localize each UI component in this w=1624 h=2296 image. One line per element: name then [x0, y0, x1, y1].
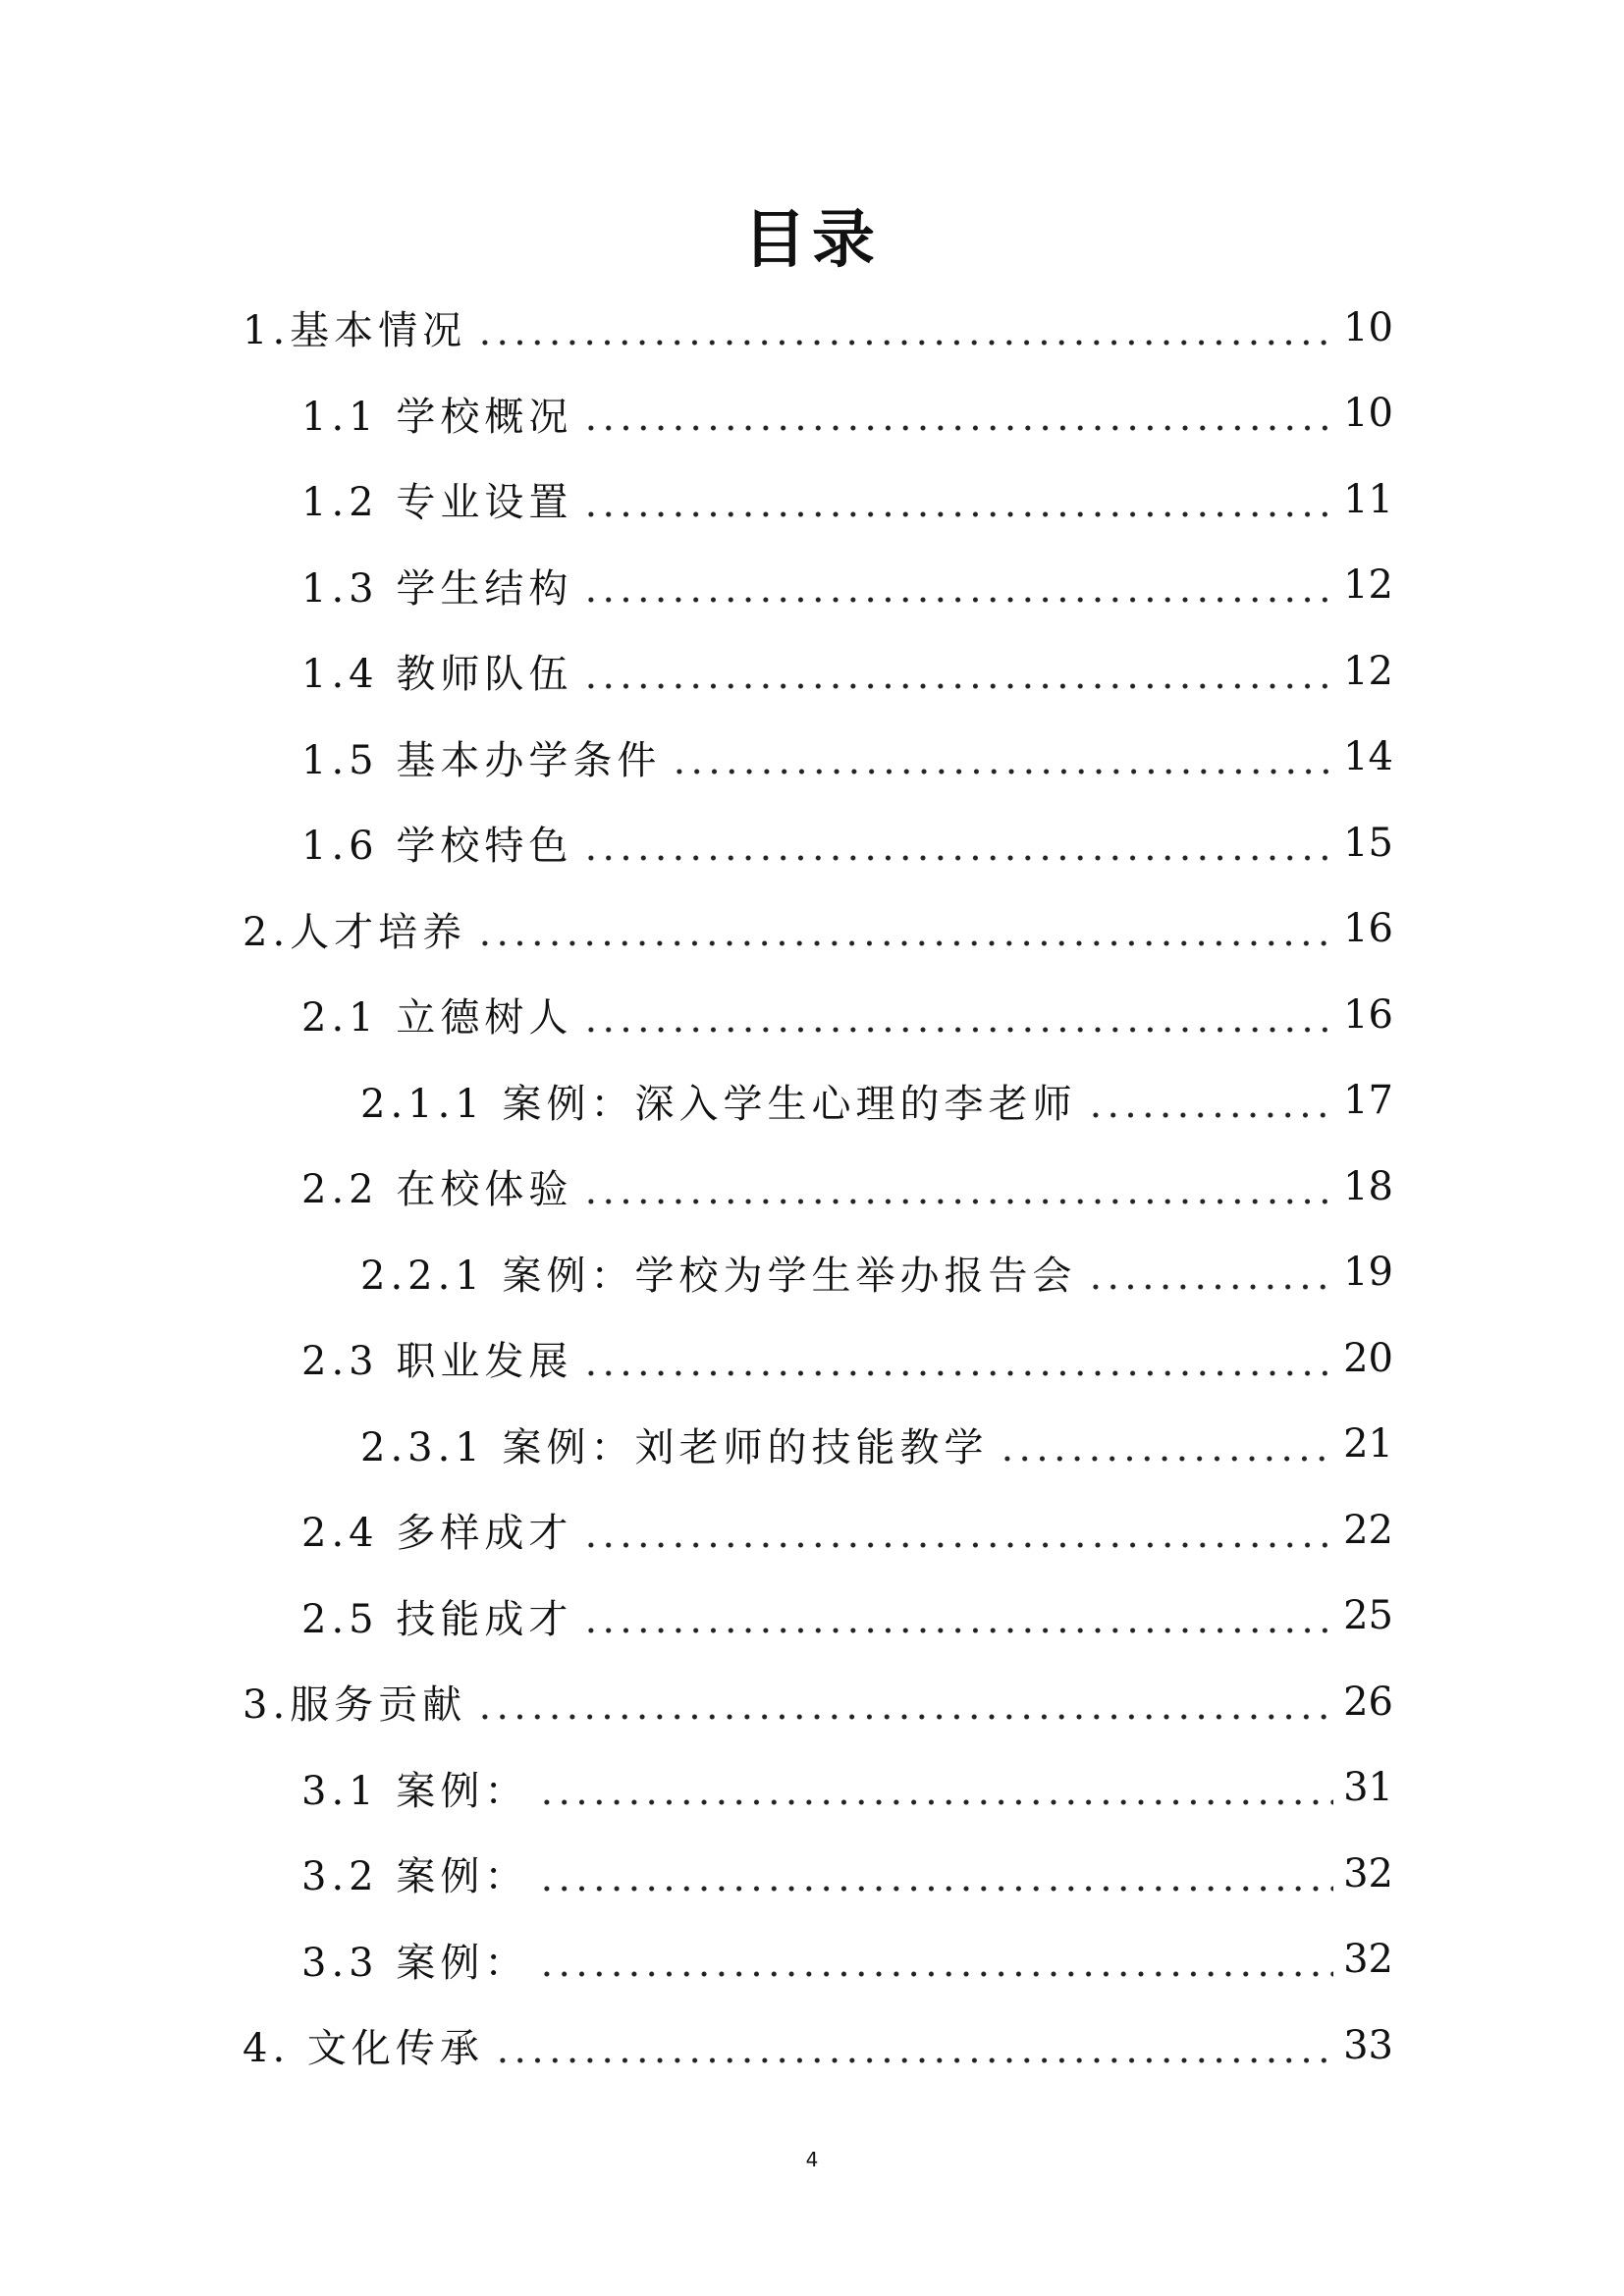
toc-dot-leader: [582, 565, 1333, 605]
toc-entry-text: 1.5 基本办学条件: [301, 737, 662, 783]
toc-entry-text: 2.2.1 案例：学校为学生举办报告会: [360, 1253, 1077, 1299]
toc-dot-leader: [582, 995, 1333, 1035]
toc-dot-leader: [1087, 1253, 1334, 1292]
toc-entry-text: 4. 文化传承: [243, 2026, 484, 2072]
toc-entry-page: 31: [1343, 1765, 1393, 1811]
toc-dot-leader: [582, 1596, 1333, 1635]
toc-entry-text: 1.3 学生结构: [301, 565, 573, 612]
toc-list: [243, 285, 1393, 2089]
toc-dot-leader: [476, 1682, 1333, 1722]
toc-entry[interactable]: [243, 886, 1393, 973]
toc-entry-page: 22: [1343, 1507, 1393, 1553]
toc-entry[interactable]: [243, 800, 1393, 886]
toc-entry-text: 3.3 案例：: [301, 1940, 529, 1986]
toc-entry[interactable]: [243, 715, 1393, 801]
toc-entry-text: 2.5 技能成才: [301, 1596, 573, 1642]
toc-entry[interactable]: [243, 1230, 1393, 1316]
toc-entry[interactable]: [243, 1315, 1393, 1402]
toc-entry[interactable]: [243, 1574, 1393, 1660]
toc-entry-page: 33: [1343, 2022, 1393, 2068]
toc-entry-text: 1.1 学校概况: [301, 394, 573, 440]
toc-entry-page: 25: [1343, 1593, 1393, 1639]
toc-entry-page: 18: [1343, 1163, 1393, 1209]
toc-entry[interactable]: [243, 1745, 1393, 1832]
toc-dot-leader: [538, 1854, 1333, 1894]
toc-entry[interactable]: [243, 543, 1393, 629]
toc-entry[interactable]: [243, 1917, 1393, 2003]
toc-entry-page: 12: [1343, 562, 1393, 609]
toc-dot-leader: [582, 1511, 1333, 1550]
toc-dot-leader: [999, 1424, 1334, 1464]
toc-title: 目录: [743, 204, 881, 277]
toc-entry[interactable]: [243, 285, 1393, 371]
toc-entry-page: 20: [1343, 1335, 1393, 1381]
toc-entry-page: 16: [1343, 991, 1393, 1038]
toc-dot-leader: [671, 737, 1333, 776]
toc-entry-text: 2.人才培养: [243, 909, 467, 955]
toc-entry[interactable]: [243, 1487, 1393, 1574]
toc-dot-leader: [582, 394, 1333, 433]
toc-entry-text: 3.1 案例：: [301, 1768, 529, 1814]
toc-dot-leader: [476, 308, 1333, 347]
toc-entry-page: 26: [1343, 1679, 1393, 1725]
toc-entry-page: 11: [1343, 476, 1393, 522]
toc-entry-page: 16: [1343, 906, 1393, 952]
toc-entry-text: 1.基本情况: [243, 308, 467, 354]
toc-entry-text: 3.服务贡献: [243, 1682, 467, 1729]
toc-entry-text: 2.3.1 案例：刘老师的技能教学: [360, 1424, 989, 1470]
toc-entry-page: 10: [1343, 304, 1393, 350]
toc-entry[interactable]: [243, 1402, 1393, 1488]
toc-dot-leader: [582, 824, 1333, 863]
toc-dot-leader: [476, 909, 1333, 948]
toc-entry[interactable]: [243, 2002, 1393, 2089]
toc-entry-page: 21: [1343, 1421, 1393, 1468]
toc-entry[interactable]: [243, 371, 1393, 457]
toc-dot-leader: [494, 2026, 1333, 2065]
toc-entry-text: 1.2 专业设置: [301, 480, 573, 526]
toc-entry[interactable]: [243, 1831, 1393, 1917]
toc-entry[interactable]: [243, 628, 1393, 715]
toc-entry-page: 14: [1343, 734, 1393, 780]
page-number: 4: [805, 2148, 819, 2171]
toc-entry-text: 1.4 教师队伍: [301, 652, 573, 698]
toc-entry-page: 32: [1343, 1937, 1393, 1983]
toc-entry-page: 10: [1343, 391, 1393, 437]
toc-dot-leader: [1087, 1081, 1334, 1120]
toc-entry-text: 3.2 案例：: [301, 1854, 529, 1900]
toc-entry-page: 17: [1343, 1078, 1393, 1124]
toc-entry[interactable]: [243, 1058, 1393, 1145]
toc-entry-text: 2.2 在校体验: [301, 1167, 573, 1213]
toc-dot-leader: [538, 1768, 1333, 1807]
toc-entry-page: 15: [1343, 820, 1393, 866]
toc-entry[interactable]: [243, 456, 1393, 543]
toc-entry[interactable]: [243, 1659, 1393, 1745]
toc-entry-text: 1.6 学校特色: [301, 824, 573, 870]
toc-entry-page: 19: [1343, 1250, 1393, 1296]
toc-dot-leader: [582, 480, 1333, 519]
toc-entry-text: 2.3 职业发展: [301, 1339, 573, 1385]
toc-dot-leader: [582, 652, 1333, 691]
toc-entry-text: 2.1 立德树人: [301, 995, 573, 1041]
toc-entry[interactable]: [243, 1144, 1393, 1230]
toc-entry-page: 32: [1343, 1850, 1393, 1896]
toc-dot-leader: [582, 1339, 1333, 1378]
toc-dot-leader: [582, 1167, 1333, 1206]
toc-dot-leader: [538, 1940, 1333, 1979]
toc-entry-text: 2.1.1 案例：深入学生心理的李老师: [360, 1081, 1077, 1127]
toc-entry-text: 2.4 多样成才: [301, 1511, 573, 1557]
toc-entry-page: 12: [1343, 648, 1393, 694]
toc-entry[interactable]: [243, 972, 1393, 1058]
